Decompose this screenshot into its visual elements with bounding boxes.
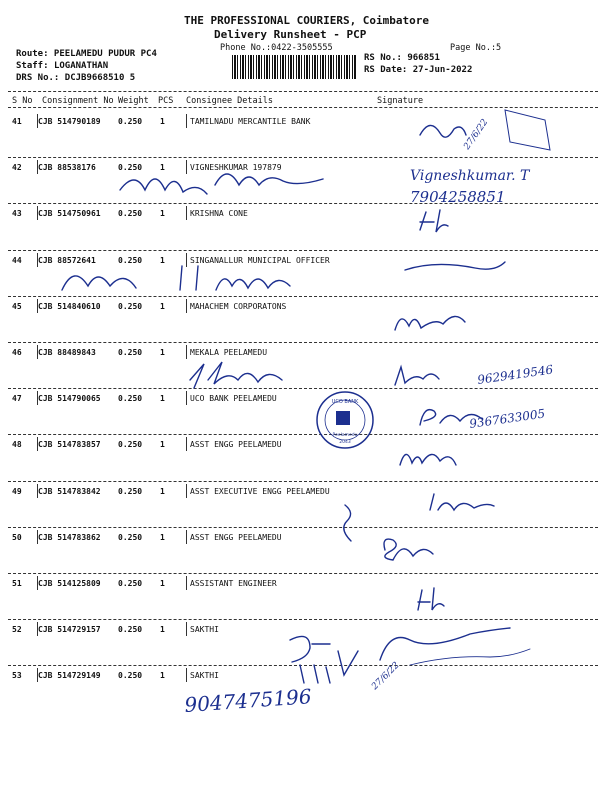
table-row [0, 209, 600, 253]
divider [8, 573, 598, 574]
row-pcs: 1 [160, 117, 165, 126]
handwritten-phone: 9047475196 [183, 684, 313, 717]
table-row [0, 625, 600, 669]
cell-border [186, 576, 187, 590]
stamp-text: Peelamedu [332, 433, 358, 438]
row-consignment: CJB 514783842 [38, 487, 101, 496]
col-pcs: PCS [158, 96, 174, 106]
divider [8, 434, 598, 435]
phone-number: Phone No.:0422-3505555 [220, 43, 333, 53]
row-consignee: ASSISTANT ENGINEER [190, 579, 277, 588]
row-sno: 53 [12, 671, 22, 680]
row-sno: 45 [12, 302, 22, 311]
row-pcs: 1 [160, 348, 165, 357]
cell-border [186, 484, 187, 498]
table-row [0, 579, 600, 623]
table-row [0, 163, 600, 207]
row-weight: 0.250 [118, 348, 143, 357]
row-consignment: CJB 514729157 [38, 625, 101, 634]
divider [8, 388, 598, 389]
row-consignee: VIGNESHKUMAR 197879 [190, 163, 282, 172]
row-pcs: 1 [160, 579, 165, 588]
row-pcs: 1 [160, 256, 165, 265]
row-sno: 50 [12, 533, 22, 542]
row-sno: 48 [12, 440, 22, 449]
cell-border [186, 345, 187, 359]
divider [8, 342, 598, 343]
cell-border [186, 668, 187, 682]
row-consignee: UCO BANK PEELAMEDU [190, 394, 277, 403]
row-pcs: 1 [160, 533, 165, 542]
row-consignment: CJB 514729149 [38, 671, 101, 680]
cell-border [186, 253, 187, 267]
row-pcs: 1 [160, 394, 165, 403]
row-sno: 52 [12, 625, 22, 634]
row-weight: 0.250 [118, 440, 143, 449]
row-sno: 51 [12, 579, 22, 588]
rs-date: RS Date: 27-Jun-2022 [364, 65, 473, 75]
row-weight: 0.250 [118, 533, 143, 542]
staff-row [16, 61, 108, 71]
cell-border [186, 206, 187, 220]
page-number: Page No.:5 [450, 43, 502, 53]
divider [8, 296, 598, 297]
handwritten-name: Vigneshkumar. T [410, 168, 530, 184]
route: Route: PEELAMEDU PUDUR PC4 [16, 49, 157, 59]
row-sno: 47 [12, 394, 22, 403]
drs-number: DCJB9668510 5 [64, 73, 136, 83]
row-weight: 0.250 [118, 625, 143, 634]
row-sno: 41 [12, 117, 22, 126]
row-consignment: CJB 514840610 [38, 302, 101, 311]
table-row [0, 671, 600, 715]
row-consignment: CJB 514790065 [38, 394, 101, 403]
cell-border [186, 391, 187, 405]
row-weight: 0.250 [118, 394, 143, 403]
row-sno: 46 [12, 348, 22, 357]
row-pcs: 1 [160, 302, 165, 311]
handwritten-date: 27/6/22 [370, 660, 402, 693]
row-weight: 0.250 [118, 256, 143, 265]
row-pcs: 1 [160, 625, 165, 634]
row-consignment: CJB 514750961 [38, 209, 101, 218]
row-consignee: MAHACHEM CORPORATONS [190, 302, 287, 311]
divider [8, 157, 598, 158]
row-weight: 0.250 [118, 117, 143, 126]
row-weight: 0.250 [118, 209, 143, 218]
row-consignee: ASST ENGG PEELAMEDU [190, 533, 282, 542]
handwritten-phone: 9629419546 [476, 362, 555, 387]
row-pcs: 1 [160, 209, 165, 218]
cell-border [186, 530, 187, 544]
col-consignment: Consignment No [42, 96, 114, 106]
col-consignee: Consignee Details [186, 96, 273, 106]
drs-label: DRS No.: [16, 73, 60, 83]
divider [8, 107, 598, 108]
table-row [0, 533, 600, 577]
cell-border [186, 299, 187, 313]
cell-border [186, 622, 187, 636]
row-weight: 0.250 [118, 579, 143, 588]
row-sno: 43 [12, 209, 22, 218]
divider [8, 203, 598, 204]
staff-label: Staff: [16, 61, 49, 71]
row-consignee: KRISHNA CONE [190, 209, 248, 218]
col-sno: S No [12, 96, 33, 106]
col-signature: Signature [377, 96, 424, 106]
row-consignment: CJB 514783857 [38, 440, 101, 449]
divider [8, 250, 598, 251]
row-pcs: 1 [160, 487, 165, 496]
staff-name: LOGANATHAN [53, 61, 109, 71]
table-row [0, 117, 600, 161]
row-pcs: 1 [160, 671, 165, 680]
row-consignment: CJB 514783862 [38, 533, 101, 542]
table-row [0, 487, 600, 531]
row-consignment: CJB 88538176 [38, 163, 96, 172]
row-sno: 42 [12, 163, 22, 172]
row-consignment: CJB 514790189 [38, 117, 101, 126]
cell-border [186, 160, 187, 174]
row-consignee: SAKTHI [190, 625, 219, 634]
row-consignee: ASST EXECUTIVE ENGG PEELAMEDU [190, 487, 330, 496]
row-weight: 0.250 [118, 671, 143, 680]
stamp-text: 2043 [339, 440, 351, 445]
col-weight: Weight [118, 96, 149, 106]
handwritten-phone: 7904258851 [410, 188, 506, 206]
row-consignment: CJB 88572641 [38, 256, 96, 265]
row-sno: 44 [12, 256, 22, 265]
table-row [0, 256, 600, 300]
row-pcs: 1 [160, 163, 165, 172]
divider [8, 91, 598, 92]
row-weight: 0.250 [118, 302, 143, 311]
row-consignee: ASST ENGG PEELAMEDU [190, 440, 282, 449]
cell-border [186, 437, 187, 451]
handwritten-date: 27/6/22 [462, 117, 491, 152]
drs-row [16, 73, 135, 83]
sheet-title: Delivery Runsheet - PCP [214, 28, 367, 41]
table-row [0, 302, 600, 346]
row-consignment: CJB 514125809 [38, 579, 101, 588]
table-row [0, 440, 600, 484]
row-consignee: MEKALA PEELAMEDU [190, 348, 268, 357]
row-weight: 0.250 [118, 487, 143, 496]
divider [8, 665, 598, 666]
row-weight: 0.250 [118, 163, 143, 172]
table-row [0, 394, 600, 438]
row-consignee: SINGANALLUR MUNICIPAL OFFICER [190, 256, 330, 265]
stamp-text: UCO BANK [331, 399, 359, 405]
row-consignee: TAMILNADU MERCANTILE BANK [190, 117, 311, 126]
company-title: THE PROFESSIONAL COURIERS, Coimbatore [184, 14, 430, 27]
barcode [232, 55, 357, 79]
handwritten-phone: 9367633005 [468, 406, 547, 431]
divider [8, 527, 598, 528]
cell-border [186, 114, 187, 128]
rs-number: RS No.: 966851 [364, 53, 440, 63]
row-consignment: CJB 88489843 [38, 348, 96, 357]
table-row [0, 348, 600, 392]
row-pcs: 1 [160, 440, 165, 449]
divider [8, 481, 598, 482]
row-consignee: SAKTHI [190, 671, 219, 680]
divider [8, 619, 598, 620]
row-sno: 49 [12, 487, 22, 496]
